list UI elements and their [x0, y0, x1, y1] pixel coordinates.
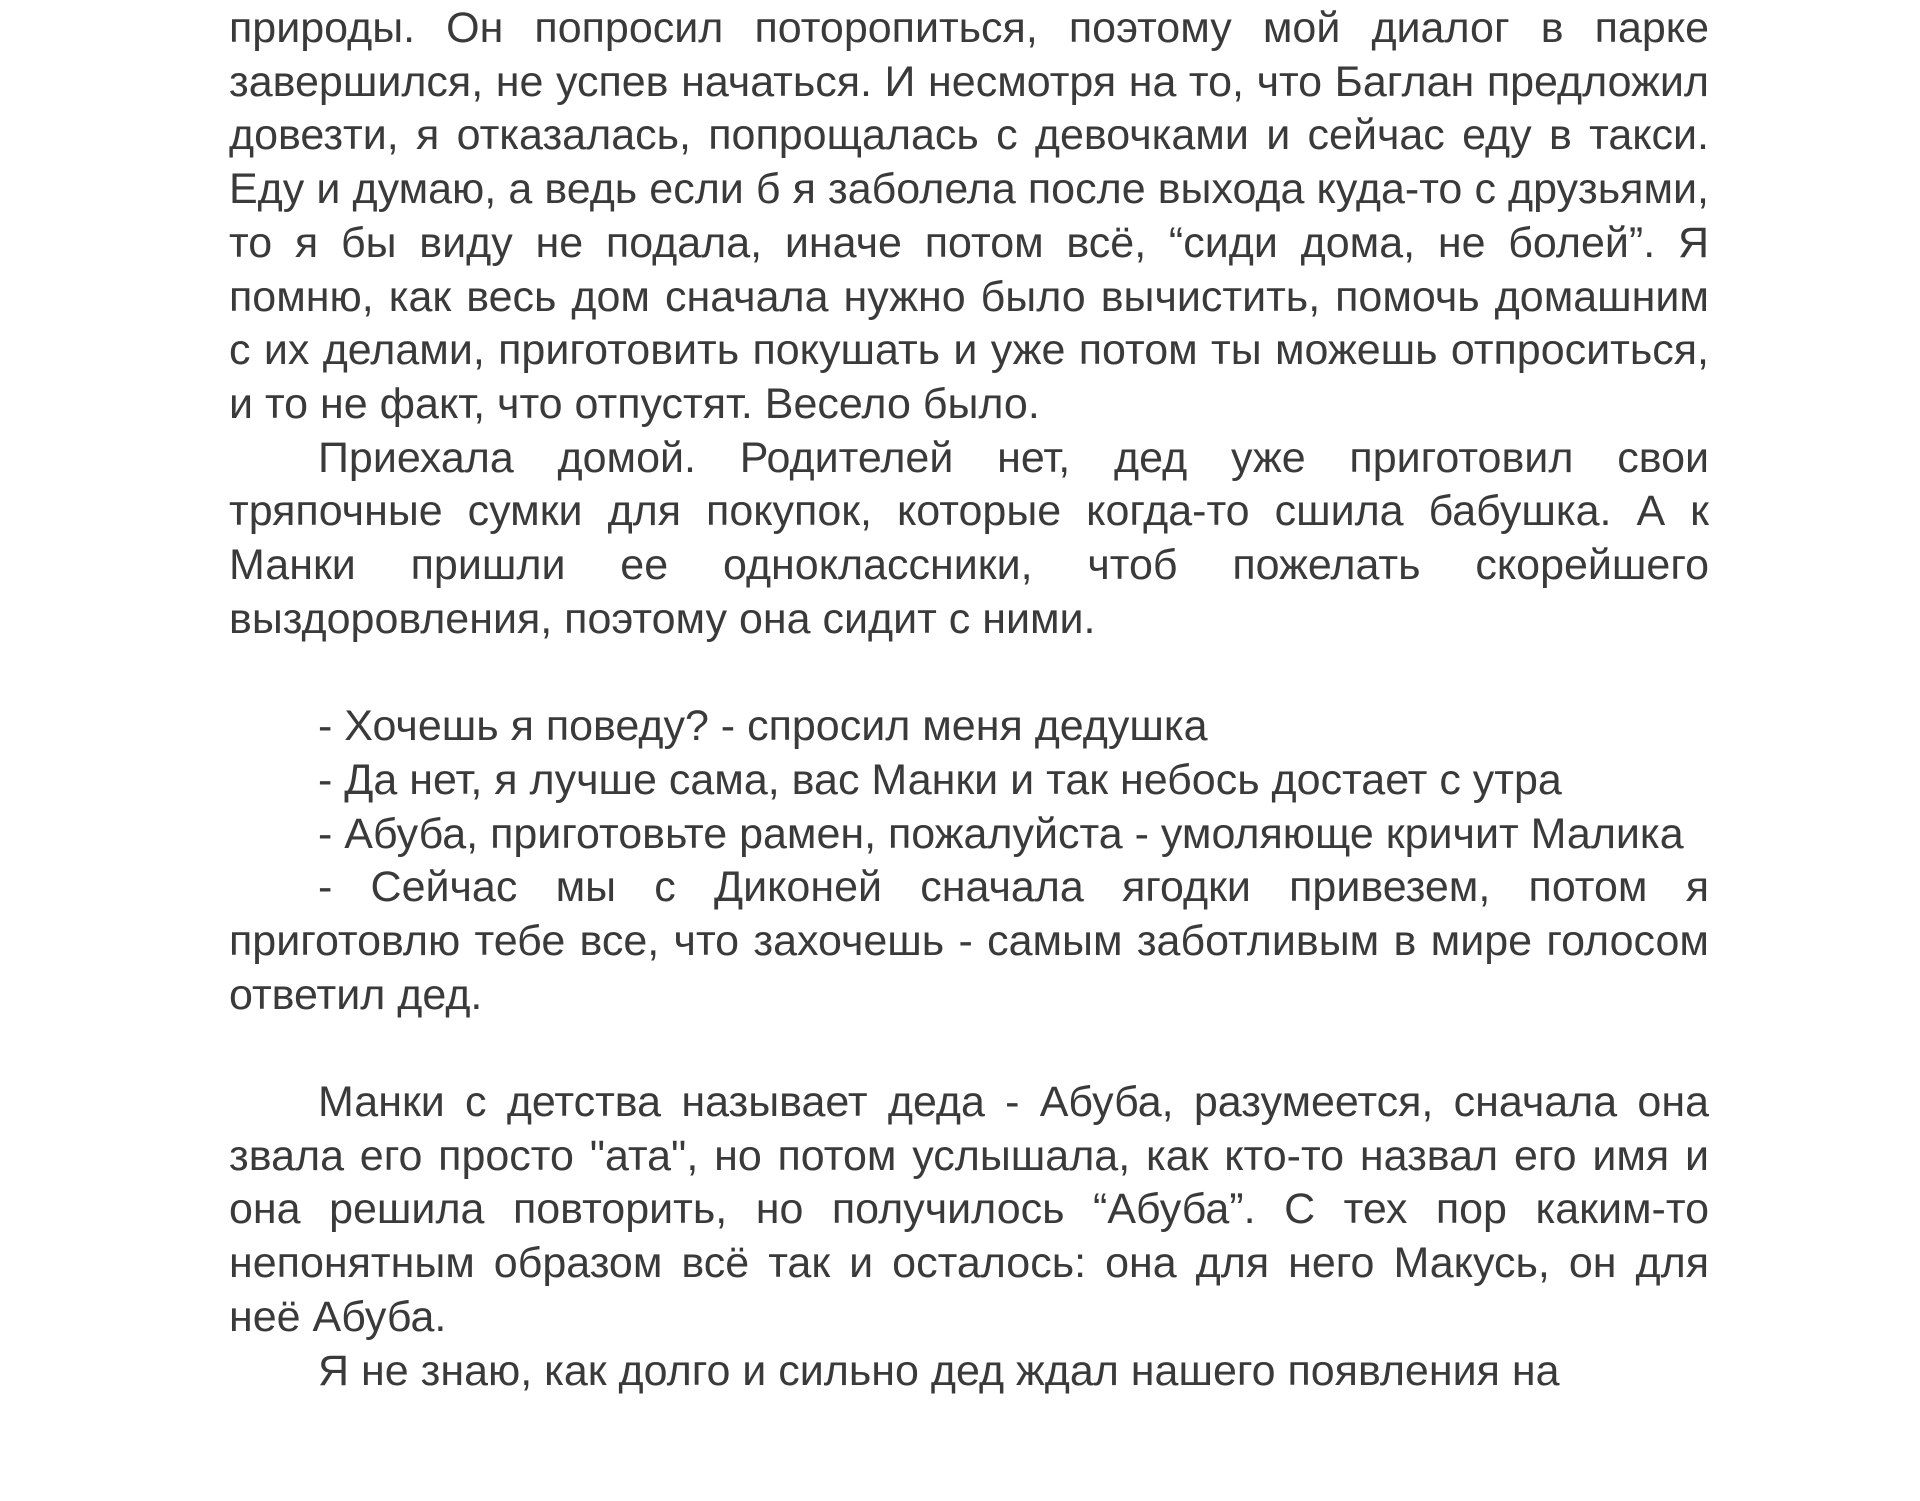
dialogue-line-1: - Хочешь я поведу? - спросил меня дедушка — [318, 702, 1208, 751]
blank-line — [229, 1022, 1709, 1076]
dialogue-line-4: - Сейчас мы с Диконей сначала ягодки привезем, потом я приготовлю тебе все, что захочешь - самым заботливым в мире голосом ответил дед. — [229, 863, 1709, 1019]
paragraph-abuba-name: Манки с детства называет деда - Абуба, разумеется, сначала она звала его просто "ата", но потом услышала, как кто-то назвал его имя и она решила повторить, но получилось “Абуба”. С тех пор каким-то непонятным образом всё так и осталось: она для него Макусь, он для неё Абуба. — [229, 1078, 1709, 1341]
dialogue-line-2: - Да нет, я лучше сама, вас Манки и так небось достает с утра — [318, 755, 1562, 804]
blank-line — [229, 646, 1709, 700]
paragraph-taxi-ride: природы. Он попросил поторопиться, поэтому мой диалог в парке завершился, не успев начаться. И несмотря на то, что Баглан предложил довезти, я отказалась, попрощалась с девочками и сейчас еду в такси. Еду и думаю, а ведь если б я заболела после выхода куда-то с друзьями, то я бы виду не подала, иначе потом всё, “сиди дома, не болей”. Я помню, как весь дом сначала нужно было вычистить, помочь домашним с их делами, приготовить покушать и уже потом ты можешь отпроситься, и то не факт, что отпустят. Весело было. — [229, 4, 1709, 428]
dialogue-line-3: - Абуба, приготовьте рамен, пожалуйста - умоляюще кричит Малика — [318, 809, 1684, 858]
document-page — [229, 2, 1709, 1398]
paragraph-last-line: Я не знаю, как долго и сильно дед ждал нашего появления на — [318, 1346, 1560, 1395]
paragraph-arrived-home: Приехала домой. Родителей нет, дед уже приготовил свои тряпочные сумки для покупок, которые когда-то сшила бабушка. А к Манки пришли ее одноклассники, чтоб пожелать скорейшего выздоровления, поэтому она сидит с ними. — [229, 433, 1709, 643]
